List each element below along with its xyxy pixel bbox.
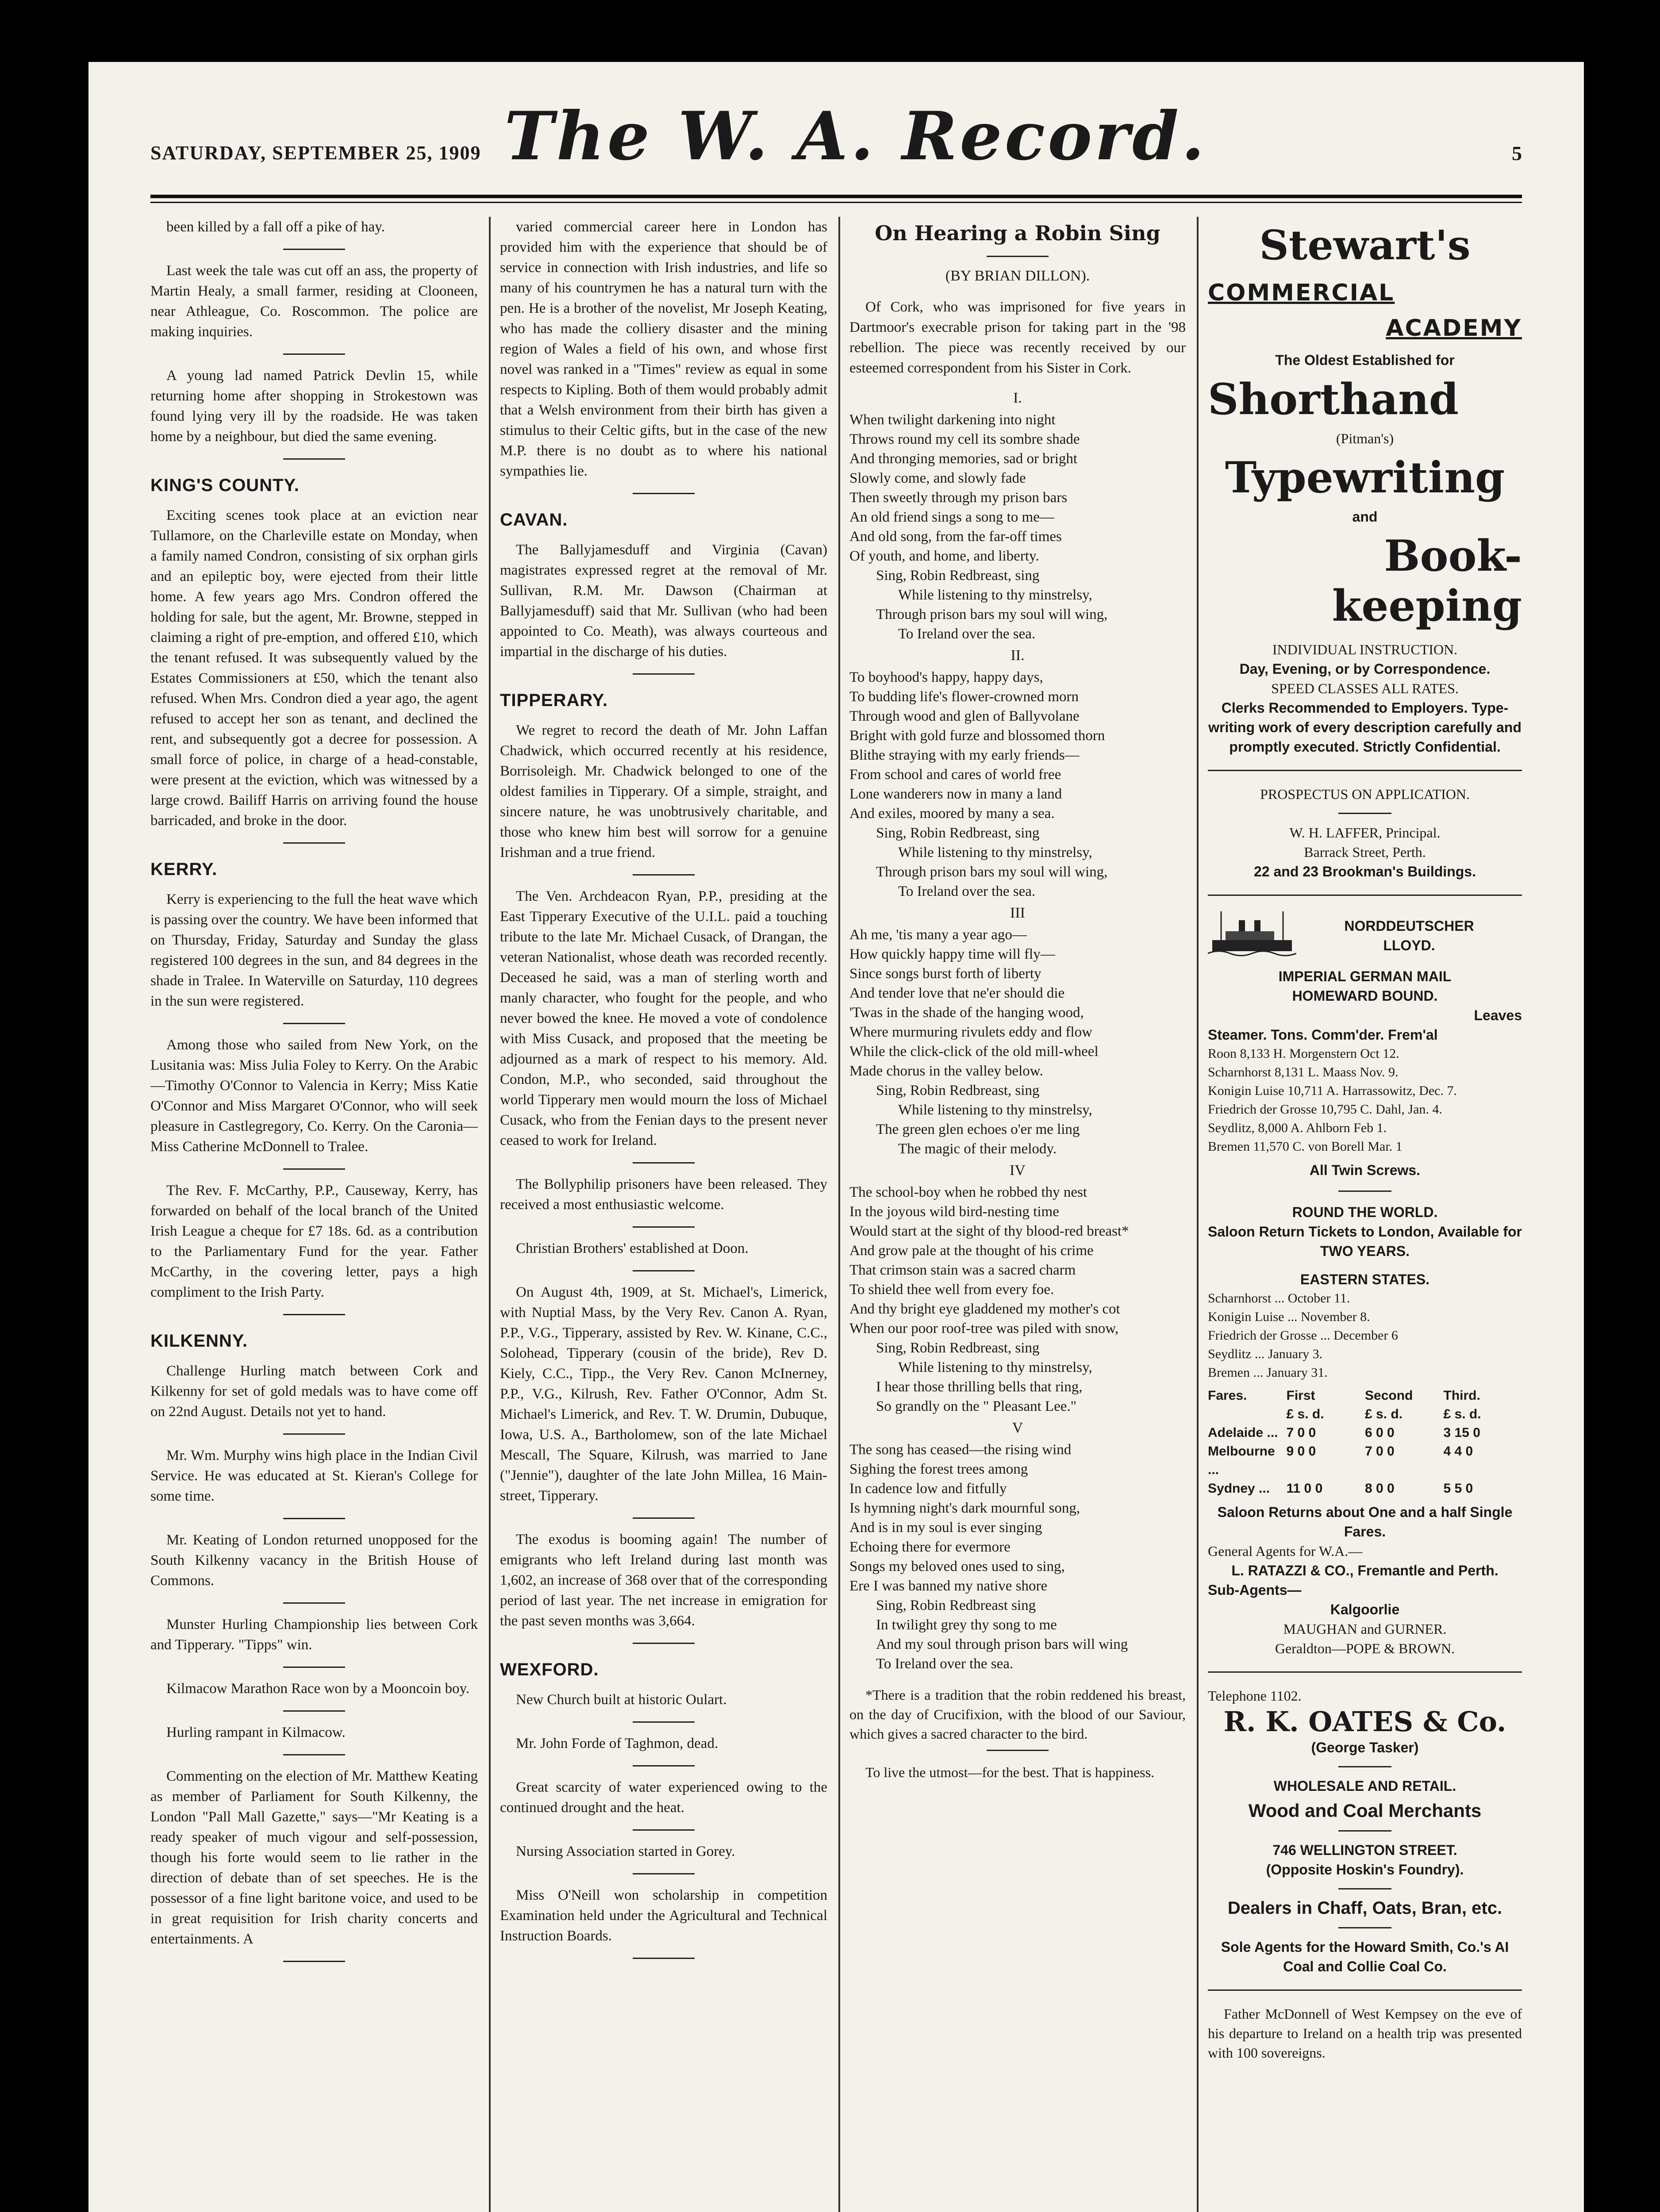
wholesale-label: WHOLESALE AND RETAIL. bbox=[1273, 1778, 1456, 1794]
fare-row bbox=[1208, 1386, 1522, 1405]
separator bbox=[633, 1829, 695, 1831]
poem-line: To Ireland over the sea. bbox=[876, 1656, 1014, 1672]
article-paragraph: The Bollyphilip prisoners have been released. They received a most enthusiastic welcome. bbox=[500, 1176, 827, 1213]
ship-row bbox=[1208, 1082, 1522, 1100]
poem-line: Made chorus in the valley below. bbox=[849, 1063, 1043, 1079]
oates-advert bbox=[1208, 1686, 1522, 1976]
closing-quote: To live the utmost—for the best. That is happiness. bbox=[865, 1764, 1155, 1780]
poem-line: Would start at the sight of thy blood-red breast* bbox=[849, 1223, 1129, 1239]
eastern-sailing bbox=[1208, 1345, 1522, 1363]
fare-row bbox=[1208, 1424, 1522, 1442]
divider bbox=[1338, 1190, 1391, 1192]
separator bbox=[283, 1667, 345, 1668]
ship-row bbox=[1208, 1100, 1522, 1119]
steamship-icon bbox=[1208, 909, 1296, 962]
poem-byline: (BY BRIAN DILLON). bbox=[945, 268, 1090, 284]
article-paragraph: Munster Hurling Championship lies between Cork and Tipperary. "Tipps" win. bbox=[150, 1617, 478, 1653]
issue-date: SATURDAY, SEPTEMBER 25, 1909 bbox=[150, 142, 481, 164]
poem-line: While listening to thy minstrelsy, bbox=[898, 1359, 1092, 1375]
divider bbox=[1338, 1766, 1391, 1767]
article-paragraph: Kerry is experiencing to the full the heat wave which is passing over the country. We have been informed that on Thursday, Friday, Saturday and Sunday the glass registered 100 degrees in the sun, and 84 degrees in the shade in Tralee. In Waterville on Saturday, 110 degrees in the sun were registered. bbox=[150, 891, 478, 1009]
poem-line: Lone wanderers now in many a land bbox=[849, 786, 1062, 802]
pitman-label: (Pitman's) bbox=[1336, 430, 1394, 446]
separator bbox=[633, 1226, 695, 1228]
eastern-sailing bbox=[1208, 1308, 1522, 1326]
section-heading: KERRY. bbox=[150, 860, 218, 879]
fares-table bbox=[1208, 1386, 1522, 1498]
and-label: and bbox=[1352, 509, 1378, 525]
poem-line: And tender love that ne'er should die bbox=[849, 985, 1065, 1001]
poem-line: So grandly on the " Pleasant Lee." bbox=[876, 1398, 1077, 1414]
poem-line: Blithe straying with my early friends— bbox=[849, 747, 1080, 763]
poem-line: Of youth, and home, and liberty. bbox=[849, 548, 1039, 564]
day-label: Day, Evening, or by Correspondence. bbox=[1239, 661, 1491, 677]
column-1 bbox=[150, 217, 478, 2212]
oates-street: 746 WELLINGTON STREET. bbox=[1272, 1842, 1457, 1858]
poem-line: In cadence low and fitfully bbox=[849, 1481, 1007, 1497]
poem-line: Bright with gold furze and blossomed thorn bbox=[849, 728, 1105, 744]
separator bbox=[633, 874, 695, 876]
ratazzi-label: L. RATAZZI & CO., Fremantle and Perth. bbox=[1231, 1563, 1499, 1578]
poem-line: The song has ceased—the rising wind bbox=[849, 1442, 1072, 1458]
article-paragraph: The Ven. Archdeacon Ryan, P.P., presiding at the East Tipperary Executive of the U.I.L. paid a touching tribute to the late Mr. Michael Cusack, of Drangan, the veteran Nationalist, whose death was recorded recently. Deceased he said, was a man of sterling worth and manly character, who fought for the people, and who never bowed the knee. He moved a vote of condolence with Miss Cusack, and proposed that the meeting be adjourned as a mark of respect to his memory. Ald. Condon, M.P., who seconded, said throughout the world Tipperary men would mourn the loss of Michael Cusack, who from the Fenian days to the present never ceased to work for Ireland. bbox=[500, 888, 827, 1148]
poem-line: How quickly happy time will fly— bbox=[849, 946, 1055, 962]
clerks-label: Clerks Recommended to Employers. Type-writing work of every description carefully and promptly executed. Strictly Confidential. bbox=[1208, 700, 1522, 755]
poem-line: And is in my soul is ever singing bbox=[849, 1520, 1042, 1536]
fare-cell: Fares. bbox=[1208, 1388, 1247, 1403]
divider bbox=[1208, 1989, 1522, 1991]
stanza-number: V bbox=[1012, 1420, 1023, 1436]
eastern-entry: Friedrich der Grosse ... December 6 bbox=[1208, 1328, 1398, 1343]
poem-line: And grow pale at the thought of his crime bbox=[849, 1243, 1094, 1259]
speed-label: SPEED CLASSES ALL RATES. bbox=[1271, 680, 1459, 696]
separator bbox=[283, 353, 345, 355]
poem-line: Sing, Robin Redbreast, sing bbox=[876, 1340, 1040, 1356]
eastern-sailing bbox=[1208, 1289, 1522, 1308]
column-divider bbox=[838, 217, 840, 2212]
buildings-label: 22 and 23 Brookman's Buildings. bbox=[1254, 864, 1476, 879]
poem-line: Echoing there for evermore bbox=[849, 1539, 1011, 1555]
poem-line: While listening to thy minstrelsy, bbox=[898, 845, 1092, 860]
article-paragraph: Mr. Wm. Murphy wins high place in the Indian Civil Service. He was educated at St. Kieran's College for some time. bbox=[150, 1448, 478, 1504]
eastern-entry: Scharnhorst ... October 11. bbox=[1208, 1291, 1350, 1306]
fare-row bbox=[1208, 1479, 1522, 1498]
mcdonnell-note: Father McDonnell of West Kempsey on the eve of his departure to Ireland on a health trip was presented with 100 sovereigns. bbox=[1208, 2006, 1522, 2061]
tasker-label: (George Tasker) bbox=[1311, 1740, 1419, 1755]
stewart-advert bbox=[1208, 221, 1522, 881]
poem-line: From school and cares of world free bbox=[849, 767, 1061, 783]
column-divider bbox=[1197, 217, 1199, 2212]
homeward-label: HOMEWARD BOUND. bbox=[1292, 988, 1438, 1004]
divider bbox=[1338, 1830, 1391, 1832]
fare-cell: 9 0 0 bbox=[1286, 1444, 1316, 1459]
poem-line: To boyhood's happy, happy days, bbox=[849, 669, 1043, 685]
article-paragraph: been killed by a fall off a pike of hay. bbox=[166, 219, 385, 235]
eastern-entry: Bremen ... January 31. bbox=[1208, 1365, 1328, 1380]
separator bbox=[633, 1270, 695, 1271]
poem-line: Songs my beloved ones used to sing, bbox=[849, 1559, 1065, 1575]
separator bbox=[633, 1958, 695, 1959]
ship-entry: Seydlitz, 8,000 A. Ahlborn Feb 1. bbox=[1208, 1121, 1387, 1135]
poem-line: The school-boy when he robbed thy nest bbox=[849, 1184, 1087, 1200]
article-paragraph: The Rev. F. McCarthy, P.P., Causeway, Kerry, has forwarded on behalf of the local branch of the United Irish League a cheque for £7 18s. 6d. as a contribution to the Parliamentary Fund for the year. Father McCarthy, in the covering letter, pays a high compliment to the Irish Party. bbox=[150, 1183, 478, 1300]
eastern-label: EASTERN STATES. bbox=[1300, 1271, 1430, 1287]
poem-line: And exiles, moored by many a sea. bbox=[849, 806, 1055, 822]
stanza-number: II. bbox=[1011, 647, 1025, 664]
fare-cell: £ s. d. bbox=[1286, 1407, 1324, 1421]
poem-line: When our poor roof-tree was piled with snow, bbox=[849, 1321, 1119, 1336]
divider bbox=[1208, 770, 1522, 771]
poem-line: Is hymning night's dark mournful song, bbox=[849, 1500, 1080, 1516]
article-paragraph: New Church built at historic Oulart. bbox=[516, 1692, 727, 1708]
fare-cell: Third. bbox=[1443, 1388, 1480, 1403]
stewart-name: Stewart's bbox=[1259, 221, 1471, 269]
dealers-label: Dealers in Chaff, Oats, Bran, etc. bbox=[1227, 1898, 1502, 1918]
section-heading: WEXFORD. bbox=[500, 1660, 599, 1679]
separator bbox=[633, 493, 695, 494]
poem-line: To budding life's flower-crowned morn bbox=[849, 689, 1079, 705]
poem-line: Ere I was banned my native shore bbox=[849, 1578, 1048, 1594]
separator bbox=[633, 1162, 695, 1164]
agents-label: General Agents for W.A.— bbox=[1208, 1543, 1363, 1559]
oates-name: R. K. OATES & Co. bbox=[1223, 1705, 1506, 1738]
fare-cell: £ s. d. bbox=[1365, 1407, 1403, 1421]
fare-cell: Melbourne ... bbox=[1208, 1444, 1275, 1477]
lloyd-name: NORDDEUTSCHER bbox=[1344, 918, 1474, 934]
fare-cell: £ s. d. bbox=[1443, 1407, 1481, 1421]
article-paragraph: Hurling rampant in Kilmacow. bbox=[166, 1724, 346, 1740]
section-heading: CAVAN. bbox=[500, 510, 568, 530]
academy-label: ACADEMY bbox=[1386, 315, 1522, 342]
poem-line: When twilight darkening into night bbox=[849, 412, 1056, 428]
article-paragraph: Commenting on the election of Mr. Matthew Keating as member of Parliament for South Kilkenny, the London "Pall Mall Gazette," says—"Mr Keating is a ready speaker of much vigour and self-possession, though his forte would seem to lie rather in the direction of debate than of set speeches. He is the possessor of a fine light baritone voice, and used to be in great requisition for Irish charity concerts and entertainments. A bbox=[150, 1768, 478, 1947]
ships-header: Steamer. Tons. Comm'der. Frem'al bbox=[1208, 1027, 1438, 1043]
section-heading: KILKENNY. bbox=[150, 1331, 248, 1351]
article-paragraph: Exciting scenes took place at an eviction near Tullamore, on the Charleville estate on Monday, when a family named Condron, consisting of six orphan girls and an epileptic boy, were ejected from their little home. A few years ago Mrs. Condron offered the holding for sale, but the agent, Mr. Browne, stepped in claiming a right of pre-emption, and offered £10, which the tenant refused. It was subsequently valued by the Estates Commissioners at £50, which the tenant also refused. When Mrs. Condron died a year ago, the agent refused to accept her son as tenant, and declined the rent, and subsequently got a decree for possession. A small force of police, in charge of a head-constable, were present at the eviction, which was witnessed by a large crowd. Bailiff Harris on arriving found the house barricaded, and broke in the door. bbox=[150, 507, 478, 829]
separator bbox=[283, 1602, 345, 1604]
poem-line: To Ireland over the sea. bbox=[898, 626, 1036, 642]
poem-footnote: *There is a tradition that the robin reddened his breast, on the day of Crucifixion, with the blood of our Saviour, which gives a sacred character to the bird. bbox=[849, 1687, 1186, 1742]
article-paragraph: Great scarcity of water experienced owing to the continued drought and the heat. bbox=[500, 1779, 827, 1816]
opposite-label: (Opposite Hoskin's Foundry). bbox=[1266, 1862, 1464, 1878]
ships-list bbox=[1208, 1045, 1522, 1156]
article-paragraph: Mr. John Forde of Taghmon, dead. bbox=[516, 1736, 719, 1751]
ship-entry: Roon 8,133 H. Morgenstern Oct 12. bbox=[1208, 1046, 1399, 1061]
separator bbox=[633, 1721, 695, 1723]
page-number: 5 bbox=[1512, 142, 1522, 165]
eastern-entry: Konigin Luise ... November 8. bbox=[1208, 1310, 1370, 1324]
article-paragraph: Among those who sailed from New York, on the Lusitania was: Miss Julia Foley to Kerry. On the Arabic—Timothy O'Connor to Valencia in Kerry; Miss Katie O'Connor and Miss Margaret O'Connor, who will seek pleasure in Castlegregory, Co. Kerry. On the Caronia—Miss Catherine McDonnell to Tralee. bbox=[150, 1037, 478, 1155]
subagents-label: Sub-Agents— bbox=[1208, 1582, 1302, 1598]
column-4-adverts bbox=[1208, 217, 1522, 2212]
article-paragraph: We regret to record the death of Mr. John Laffan Chadwick, which occurred recently at his residence, Borrisoleigh. Mr. Chadwick belonged to one of the oldest families in Tipperary. Of a simple, straight, and sincere nature, he was unobtrusively charitable, and those who knew him best will sorrow for a genuine Irishman and a true friend. bbox=[500, 722, 827, 860]
fare-cell: 7 0 0 bbox=[1286, 1425, 1316, 1440]
separator bbox=[283, 1314, 345, 1315]
ship-row bbox=[1208, 1045, 1522, 1063]
poem-intro: Of Cork, who was imprisoned for five years in Dartmoor's execrable prison for taking part in the '98 rebellion. The piece was recently received by our esteemed correspondent from his Sister in Cork. bbox=[849, 299, 1186, 376]
poem-line: Sing, Robin Redbreast sing bbox=[876, 1598, 1036, 1613]
divider bbox=[1338, 1888, 1391, 1889]
column-3-poem bbox=[849, 217, 1186, 2212]
column-2 bbox=[500, 217, 827, 2212]
ship-entry: Scharnhorst 8,131 L. Maass Nov. 9. bbox=[1208, 1065, 1399, 1079]
kalgoorlie-label: Kalgoorlie bbox=[1330, 1601, 1400, 1617]
poem-line: Where murmuring rivulets eddy and flow bbox=[849, 1024, 1092, 1040]
separator bbox=[283, 842, 345, 844]
poem-line: 'Twas in the shade of the hanging wood, bbox=[849, 1005, 1084, 1021]
separator bbox=[283, 458, 345, 460]
poem-line: To shield thee well from every foe. bbox=[849, 1282, 1054, 1298]
eastern-sailing bbox=[1208, 1326, 1522, 1345]
stanza-number: IV bbox=[1010, 1162, 1026, 1179]
separator bbox=[633, 1643, 695, 1644]
ship-entry: Bremen 11,570 C. von Borell Mar. 1 bbox=[1208, 1139, 1403, 1154]
stanza-number: III bbox=[1010, 905, 1025, 921]
masthead-rule bbox=[150, 195, 1522, 198]
fare-cell: 3 15 0 bbox=[1443, 1425, 1480, 1440]
separator bbox=[633, 1765, 695, 1767]
poem-line: While the click-click of the old mill-wheel bbox=[849, 1044, 1099, 1060]
ship-row bbox=[1208, 1137, 1522, 1156]
poem-line: That crimson stain was a sacred charm bbox=[849, 1262, 1076, 1278]
fare-cell: 7 0 0 bbox=[1365, 1444, 1395, 1459]
fare-cell: 8 0 0 bbox=[1365, 1481, 1395, 1496]
poem-line: And thy bright eye gladdened my mother's cot bbox=[849, 1301, 1120, 1317]
poem-line: Sing, Robin Redbreast, sing bbox=[876, 825, 1040, 841]
article-paragraph: On August 4th, 1909, at St. Michael's, Limerick, with Nuptial Mass, by the Very Rev. Canon A. Ryan, P.P., V.G., Tipperary, assisted by Rev. W. Kinane, C.C., Solohead, Tipperary (cousin of the bride), Rev D. Kiely, C.C., Tipp., the Very Rev. Canon McInerney, P.P., V.G., Kilrush, Rev. Father O'Connor, Adm St. Michael's Limerick, and Rev. T. W. Drumin, Dubuque, Iowa, U.S. A., Bartholomew, son of the late Michael Mescall, The Square, Kilrush, was married to Jane ("Jennie"), daughter of the late John Millea, 16 Main-street, Tipperary. bbox=[500, 1284, 827, 1504]
poem-line: Sing, Robin Redbreast, sing bbox=[876, 568, 1040, 584]
ship-row bbox=[1208, 1119, 1522, 1137]
separator bbox=[283, 1754, 345, 1755]
separator bbox=[987, 256, 1049, 257]
poem-line: Throws round my cell its sombre shade bbox=[849, 431, 1080, 447]
article-paragraph: The exodus is booming again! The number of emigrants who left Ireland during last month was 1,602, an increase of 368 over that of the corresponding period of last year. The net increase in emigration for the past seven months was 3,664. bbox=[500, 1532, 827, 1629]
divider bbox=[1338, 1927, 1391, 1928]
separator bbox=[987, 1750, 1049, 1751]
poem-stanzas bbox=[849, 390, 1186, 1674]
fare-row bbox=[1208, 1442, 1522, 1479]
article-paragraph: A young lad named Patrick Devlin 15, while returning home after shopping in Strokestown was found lying very ill by the roadside. He was taken home by a neighbour, but died the same evening. bbox=[150, 368, 478, 445]
stanza-number: I. bbox=[1013, 390, 1022, 406]
returns-label: Saloon Returns about One and a half Single Fares. bbox=[1217, 1504, 1513, 1540]
eastern-sailings bbox=[1208, 1289, 1522, 1382]
poem-title: On Hearing a Robin Sing bbox=[875, 221, 1160, 245]
fare-cell bbox=[1208, 1405, 1287, 1424]
separator bbox=[633, 673, 695, 675]
prospectus-label: PROSPECTUS ON APPLICATION. bbox=[1260, 786, 1470, 802]
principal-label: W. H. LAFFER, Principal. bbox=[1289, 825, 1441, 841]
fare-cell: Second bbox=[1365, 1388, 1413, 1403]
poem-line: Sing, Robin Redbreast, sing bbox=[876, 1083, 1040, 1098]
twin-screws-label: All Twin Screws. bbox=[1309, 1162, 1421, 1178]
shorthand-label: Shorthand bbox=[1208, 374, 1459, 424]
ship-row bbox=[1208, 1063, 1522, 1082]
separator bbox=[283, 1710, 345, 1712]
poem-line: Since songs burst forth of liberty bbox=[849, 966, 1041, 982]
leaves-label: Leaves bbox=[1474, 1007, 1522, 1023]
separator bbox=[283, 1961, 345, 1962]
divider bbox=[1338, 813, 1391, 814]
fare-cell: 5 5 0 bbox=[1443, 1481, 1473, 1496]
poem-line: To Ireland over the sea. bbox=[898, 883, 1036, 899]
article-paragraph: Last week the tale was cut off an ass, the property of Martin Healy, a small farmer, residing at Clooneen, near Athleague, Co. Roscommon. The police are making inquiries. bbox=[150, 263, 478, 340]
poem-line: In the joyous wild bird-nesting time bbox=[849, 1204, 1059, 1220]
poem-line: The green glen echoes o'er me ling bbox=[876, 1121, 1080, 1137]
poem-line: Then sweetly through my prison bars bbox=[849, 490, 1068, 506]
article-paragraph: Christian Brothers' established at Doon. bbox=[516, 1240, 749, 1256]
column-divider bbox=[489, 217, 491, 2212]
masthead bbox=[150, 88, 1522, 221]
poem-line: Through prison bars my soul will wing, bbox=[876, 607, 1108, 622]
poem-line: And old song, from the far-off times bbox=[849, 529, 1062, 545]
poem-line: Through wood and glen of Ballyvolane bbox=[849, 708, 1080, 724]
poem-line: While listening to thy minstrelsy, bbox=[898, 587, 1092, 603]
lloyd-advert bbox=[1208, 909, 1522, 1658]
article-paragraph: Miss O'Neill won scholarship in competition Examination held under the Agricultural and Technical Instruction Boards. bbox=[500, 1887, 827, 1944]
poem-line: Ah me, 'tis many a year ago— bbox=[849, 927, 1027, 943]
masthead-rule-thin bbox=[150, 202, 1522, 203]
article-paragraph: Nursing Association started in Gorey. bbox=[516, 1843, 735, 1859]
newspaper-page bbox=[88, 62, 1584, 2212]
poem-line: And my soul through prison bars will wing bbox=[876, 1636, 1128, 1652]
newspaper-title: The W. A. Record. bbox=[504, 97, 1207, 175]
divider bbox=[1208, 895, 1522, 896]
divider bbox=[1208, 1671, 1522, 1673]
fare-cell: Sydney ... bbox=[1208, 1481, 1270, 1496]
poem-line: The magic of their melody. bbox=[898, 1141, 1057, 1157]
eastern-sailing bbox=[1208, 1363, 1522, 1382]
merchants-label: Wood and Coal Merchants bbox=[1248, 1800, 1482, 1821]
article-paragraph: Mr. Keating of London returned unopposed for the South Kilkenny vacancy in the British House of Commons. bbox=[150, 1532, 478, 1589]
separator bbox=[633, 1517, 695, 1519]
commercial-label: COMMERCIAL bbox=[1208, 280, 1395, 306]
sole-agents-label: Sole Agents for the Howard Smith, Co.'s AI Coal and Collie Coal Co. bbox=[1221, 1939, 1509, 1974]
separator bbox=[283, 1518, 345, 1519]
ship-entry: Konigin Luise 10,711 A. Harrassowitz, Dec. 7. bbox=[1208, 1083, 1457, 1098]
fare-cell: 6 0 0 bbox=[1365, 1425, 1395, 1440]
article-paragraph: Challenge Hurling match between Cork and Kilkenny for set of gold medals was to have come off on 22nd August. Details not yet to hand. bbox=[150, 1363, 478, 1420]
article-paragraph: The Ballyjamesduff and Virginia (Cavan) magistrates expressed regret at the removal of Mr. Sullivan, R.M. Mr. Dawson (Chairman at Ballyjamesduff) said that Mr. Sullivan (who had been appointed to Co. Meath), was always courteous and impartial in the discharge of his duties. bbox=[500, 542, 827, 660]
bookkeeping-label: Book-keeping bbox=[1332, 531, 1522, 631]
fare-cell: First bbox=[1286, 1388, 1315, 1403]
poem-line: I hear those thrilling bells that ring, bbox=[876, 1379, 1083, 1395]
poem-line: Through prison bars my soul will wing, bbox=[876, 864, 1108, 880]
saloon-label: Saloon Return Tickets to London, Available for TWO YEARS. bbox=[1208, 1224, 1522, 1259]
article-paragraph: Kilmacow Marathon Race won by a Mooncoin boy. bbox=[166, 1681, 470, 1697]
eastern-entry: Seydlitz ... January 3. bbox=[1208, 1347, 1323, 1361]
section-heading: KING'S COUNTY. bbox=[150, 476, 300, 495]
fare-row bbox=[1208, 1405, 1522, 1424]
poem-line: Sighing the forest trees among bbox=[849, 1461, 1028, 1477]
maughan-label: MAUGHAN and GURNER. bbox=[1283, 1621, 1447, 1637]
poem-line: Slowly come, and slowly fade bbox=[849, 470, 1026, 486]
fare-cell: 4 4 0 bbox=[1443, 1444, 1473, 1459]
fare-cell: 11 0 0 bbox=[1286, 1481, 1323, 1496]
poem-line: An old friend sings a song to me— bbox=[849, 509, 1054, 525]
mail-label: IMPERIAL GERMAN MAIL bbox=[1278, 968, 1452, 984]
separator bbox=[283, 1433, 345, 1435]
article-paragraph: varied commercial career here in London has provided him with the experience that should be of service in connection with Irish industries, and life so many of his countrymen he has a natural turn with the pen. He is a brother of the novelist, Mr Joseph Keating, who has made the colliery disaster and the mining region of Wales a field of his own, and whose first novel was ranked in a "Times" review as equal in some respects to Kipling. Both of them would probably admit that a Welsh environment from their birth has given a stimulus to their Celtic gifts, but in the case of the new M.P. there is no doubt as to where his national sympathies lie. bbox=[500, 219, 827, 479]
telephone-label: Telephone 1102. bbox=[1208, 1688, 1302, 1704]
lloyd-name-2: LLOYD. bbox=[1383, 937, 1435, 953]
poem-line: While listening to thy minstrelsy, bbox=[898, 1102, 1092, 1118]
instruction-label: INDIVIDUAL INSTRUCTION. bbox=[1272, 641, 1458, 657]
separator bbox=[283, 1168, 345, 1170]
ship-entry: Friedrich der Grosse 10,795 C. Dahl, Jan. 4. bbox=[1208, 1102, 1442, 1117]
separator bbox=[633, 1873, 695, 1874]
fare-cell: Adelaide ... bbox=[1208, 1425, 1278, 1440]
round-world-label: ROUND THE WORLD. bbox=[1292, 1204, 1438, 1220]
geraldton-label: Geraldton—POPE & BROWN. bbox=[1275, 1640, 1455, 1656]
street-label: Barrack Street, Perth. bbox=[1304, 844, 1426, 860]
separator bbox=[283, 249, 345, 250]
separator bbox=[283, 1023, 345, 1024]
poem-line: In twilight grey thy song to me bbox=[876, 1617, 1057, 1633]
typewriting-label: Typewriting bbox=[1225, 453, 1505, 503]
oldest-label: The Oldest Established for bbox=[1275, 352, 1455, 368]
section-heading: TIPPERARY. bbox=[500, 691, 608, 710]
poem-line: And thronging memories, sad or bright bbox=[849, 451, 1078, 467]
